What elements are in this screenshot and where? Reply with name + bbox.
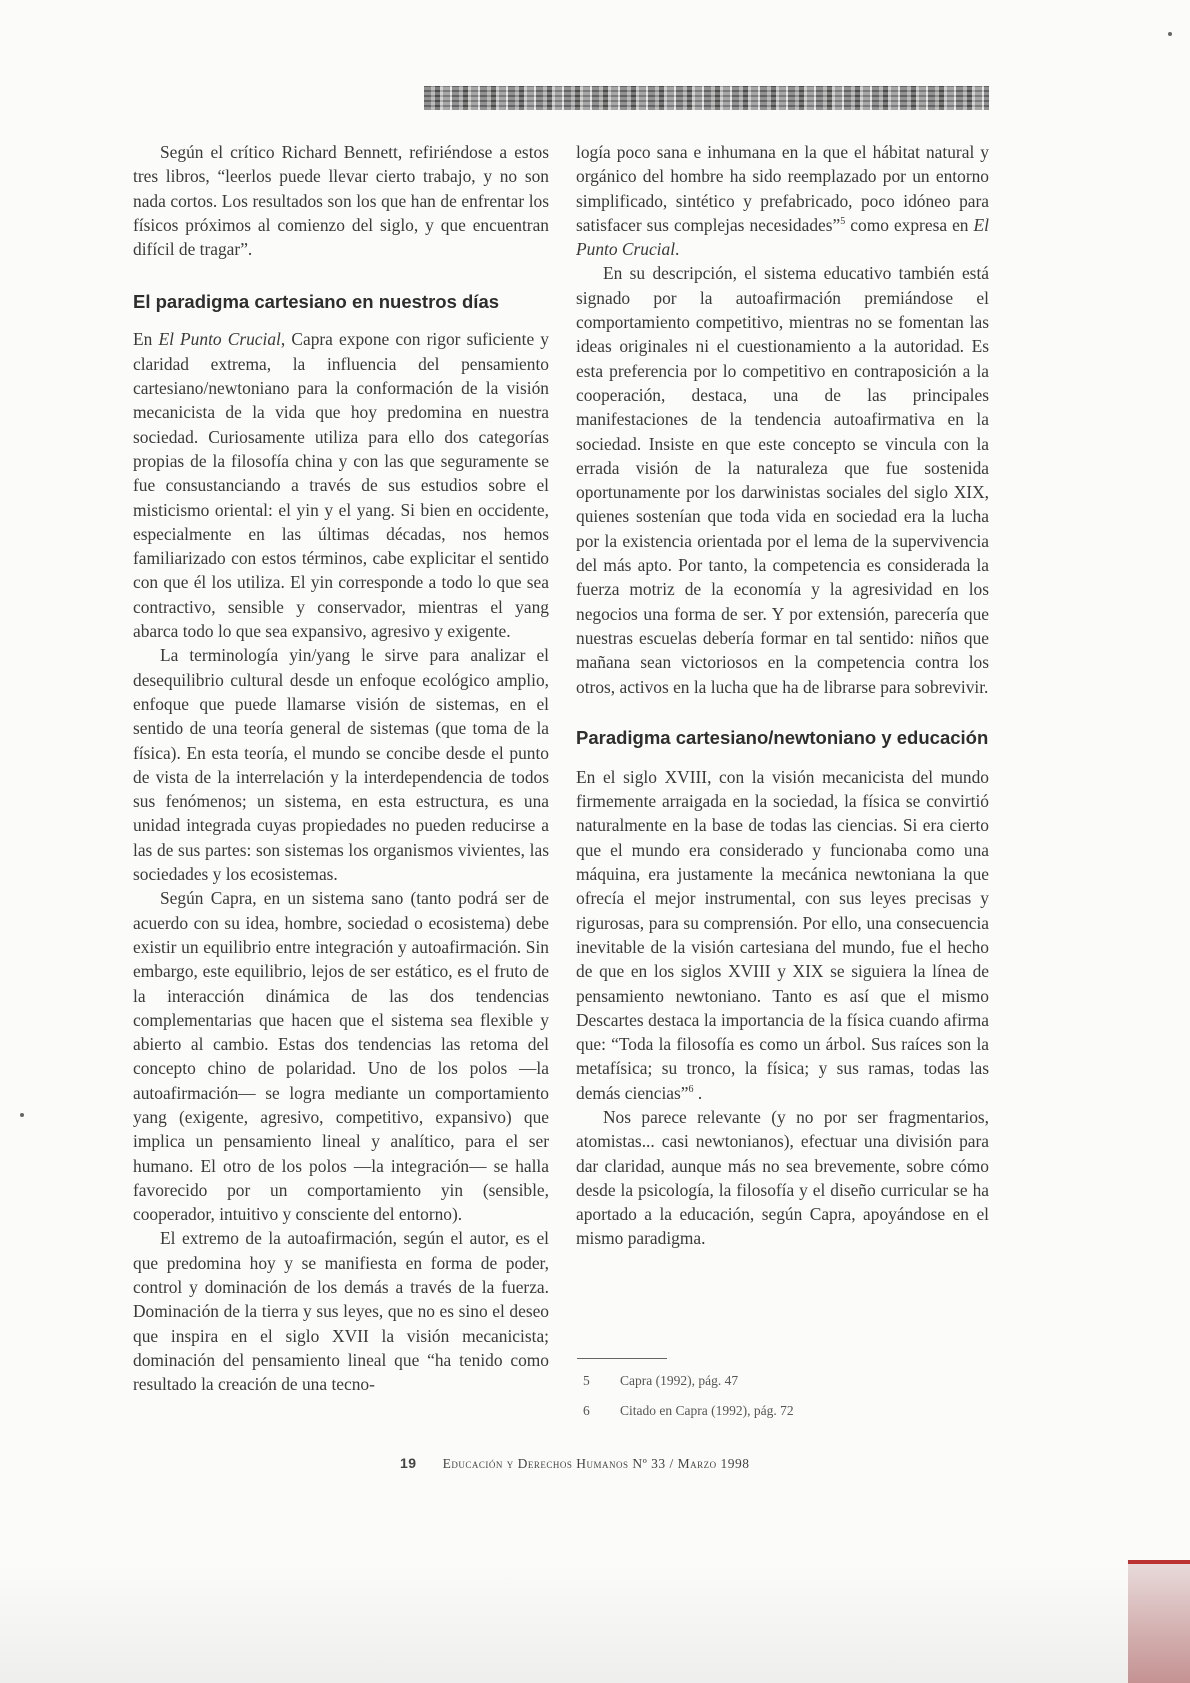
footnote-rule	[577, 1358, 667, 1359]
paragraph-text: como expresa en	[845, 214, 974, 235]
scan-speck	[20, 1113, 24, 1117]
paragraph-text: logía poco sana e inhumana en la que el hábitat natural y orgánico del hombre ha sido reemplazado por un entorno simplificado, sintético y prefabricado, poco idóneo para satisfacer sus complejas necesidades”	[576, 142, 989, 235]
paragraph: En su descripción, el sistema educativo también está signado por la autoafirmación premiándose el comportamiento competitivo, mientras no se fomentan las ideas originales ni el cuestionamiento a la autoridad. Es esta preferencia por lo competitivo en contraposición a la cooperación, destaca, una de las principales manifestaciones de la tendencia autoafirmativa en la sociedad. Insiste en que este concepto se vincula con la errada visión de la naturaleza que fue sostenida oportunamente por los darwinistas sociales del siglo XIX, quienes sostenían que toda vida en sociedad era la lucha por la existencia orientada por el lema de la supervivencia del más apto. Por tanto, la competencia es considerada la fuerza motriz de la economía y la agresividad en los negocios una forma de ser. Y por extensión, parecería que nuestras escuelas debería formar en tal sentido: niños que mañana sean victoriosos en la competencia contra los otros, activos en la lucha que ha de librarse para sobrevivir.	[576, 263, 989, 697]
paragraph: Nos parece relevante (y no por ser fragmentarios, atomistas... casi newtonianos), efectuar una división para dar claridad, aunque más no sea brevemente, sobre cómo desde la psicología, la filosofía y el diseño curricular se ha aportado a la educación, según Capra, apoyándose en el mismo paradigma.	[576, 1106, 989, 1249]
book-title: El Punto Crucial	[158, 329, 281, 350]
section-heading: Paradigma cartesiano/newtoniano y educación	[576, 726, 989, 748]
section-heading: El paradigma cartesiano en nuestros días	[133, 291, 500, 313]
paragraph: Según Capra, en un sistema sano (tanto podrá ser de acuerdo con su idea, hombre, sociedad o ecosistema) debe existir un equilibrio entre integración y autoafirmación. Sin embargo, este equilibrio, lejos de ser estático, es el fruto de la interacción dinámica de las dos tendencias complementarias que hacen que el sistema sea flexible y abierto al cambio. Estas dos tendencias las retoma del concepto chino de polaridad. Uno de los polos —la autoafirmación— se logra mediante un comportamiento yang (exigente, agresivo, competitivo, expansivo) que implica un pensamiento lineal y analítico, para el ser humano. El otro de los polos —la integración— se halla favorecido por un comportamiento yin (sensible, cooperador, intuitivo y consciente del entorno).	[133, 888, 549, 1225]
journal-name: Educación y Derechos Humanos	[442, 1456, 629, 1471]
footnote-number: 6	[583, 1403, 590, 1418]
issue-info: Nº 33 / Marzo 1998	[632, 1456, 750, 1471]
paragraph	[576, 765, 989, 1105]
right-column	[576, 140, 989, 1251]
scan-speck	[1168, 32, 1172, 36]
left-column	[133, 140, 549, 1397]
scan-shadow	[0, 1563, 1190, 1683]
book-title: El Punto Crucial	[576, 214, 989, 260]
footnote-text: Capra (1992), pág. 47	[620, 1373, 739, 1388]
footnote-text: Citado en Capra (1992), pág. 72	[620, 1403, 794, 1418]
paragraph-text: En	[133, 329, 159, 350]
paragraph	[576, 140, 989, 261]
paragraph	[133, 327, 549, 643]
page-footer	[400, 1455, 750, 1472]
paragraph: El extremo de la autoafirmación, según el autor, es el que predomina hoy y se manifiesta en forma de poder, control y dominación de los demás a través de la fuerza. Dominación de la tierra y sus leyes, que no es sino el deseo que inspira en el siglo XVII la visión mecanicista; dominación del pensamiento lineal que “ha tenido como resultado la creación de una tecno-	[133, 1228, 549, 1395]
footnote-marker: 6	[688, 1083, 694, 1095]
footnote-number: 5	[583, 1373, 590, 1388]
header-decorative-bar	[424, 86, 989, 110]
footnote-marker: 5	[840, 216, 846, 228]
page-number: 19	[400, 1455, 417, 1471]
paragraph-text: En el siglo XVIII, con la visión mecanicista del mundo firmemente arraigada en la sociedad, la física se convirtió naturalmente en la base de todas las ciencias. Si era cierto que el mundo era considerado y funcionaba como una máquina, era justamente la mecánica newtoniana la que ofrecía el mejor instrumental, con sus leyes precisas y rigurosas, para su comprensión. Por ello, una consecuencia inevitable de la visión cartesiana del mundo, fue el hecho de que en los siglos XVIII y XIX se siguiera la línea de pensamiento newtoniano. Tanto es así que el mismo Descartes destaca la importancia de la física cuando afirma que: “Toda la filosofía es como un árbol. Sus raíces son la metafísica; su tronco, la física; y sus ramas, todas las demás ciencias”	[576, 766, 989, 1103]
footnote	[583, 1373, 738, 1389]
footnote	[583, 1403, 794, 1419]
paragraph: La terminología yin/yang le sirve para analizar el desequilibrio cultural desde un enfoque ecológico amplio, enfoque que puede llamarse visión de sistemas, en el sentido de una teoría general de sistemas (que toma de la física). En esta teoría, el mundo se concibe desde el punto de vista de la interrelación y la interdependencia de todos sus fenómenos; un sistema, en esta estructura, es una unidad integrada cuyas propiedades no pueden reducirse a las de sus partes: son sistemas los organismos vivientes, las sociedades y los ecosistemas.	[133, 645, 549, 885]
paragraph-text: , Capra expone con rigor suficiente y claridad extrema, la influencia del pensamiento cartesiano/newtoniano para la conformación de la visión mecanicista de la vida que hoy predomina en nuestra sociedad. Curiosamente utiliza para ello dos categorías propias de la filosofía china y con las que seguramente se fue consustanciando a través de sus estudios sobre el misticismo oriental: el yin y el yang. Si bien en occidente, especialmente en las últimas décadas, nos hemos familiarizado con estos términos, cabe explicitar el sentido con que él los utiliza. El yin corresponde a todo lo que sea contractivo, sensible y conservador, mientras el yang abarca todo lo que sea expansivo, agresivo y exigente.	[133, 329, 550, 642]
paragraph: Según el crítico Richard Bennett, refiriéndose a estos tres libros, “leerlos puede llevar cierto trabajo, y no son nada cortos. Los resultados son los que han de enfrentar los físicos próximos al comienzo del siglo, y que encuentran difícil de tragar”.	[133, 142, 549, 260]
paragraph-text: .	[693, 1082, 703, 1103]
paragraph-text: .	[675, 239, 680, 260]
